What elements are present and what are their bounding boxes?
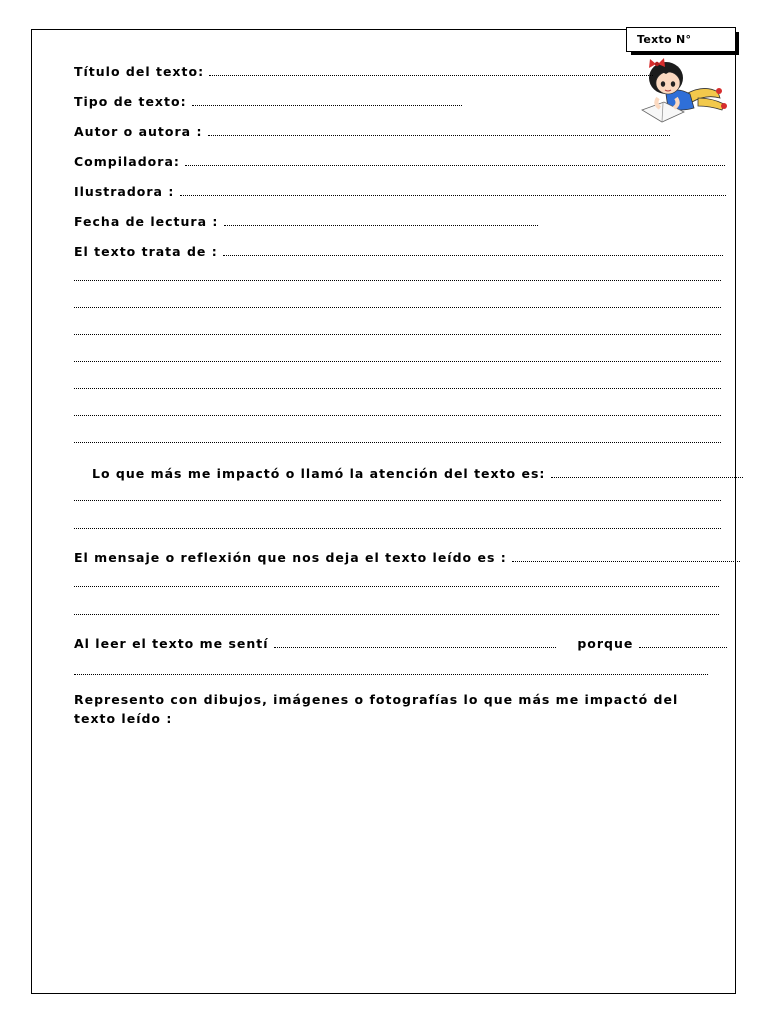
trata-line-6[interactable]	[74, 415, 721, 416]
field-autor: Autor o autora :	[74, 120, 670, 140]
tipo-blank-line[interactable]	[192, 105, 462, 106]
trata-line-5[interactable]	[74, 388, 721, 389]
fecha-blank-line[interactable]	[224, 225, 538, 226]
ilustradora-blank-line[interactable]	[180, 195, 726, 196]
autor-blank-line[interactable]	[208, 135, 670, 136]
field-titulo: Título del texto :	[74, 60, 653, 80]
trata-line-2[interactable]	[74, 307, 721, 308]
mensaje-line-1[interactable]	[74, 586, 719, 587]
impacto-line-2[interactable]	[74, 528, 721, 529]
field-compiladora: Compiladora :	[74, 150, 725, 170]
field-ilustradora: Ilustradora :	[74, 180, 726, 200]
compiladora-blank-line[interactable]	[185, 165, 725, 166]
prompt-mensaje: El mensaje o reflexión que nos deja el texto leído es :	[74, 546, 740, 566]
mensaje-blank-line[interactable]	[512, 561, 740, 562]
impacto-blank-line[interactable]	[551, 477, 743, 478]
porque-label: porque	[577, 636, 634, 651]
trata-line-7[interactable]	[74, 442, 721, 443]
trata-line-4[interactable]	[74, 361, 721, 362]
titulo-blank-line[interactable]	[209, 75, 653, 76]
field-tipo: Tipo de texto :	[74, 90, 462, 110]
trata-blank-line[interactable]	[223, 255, 723, 256]
trata-line-1[interactable]	[74, 280, 721, 281]
prompt-impacto: Lo que más me impactó o llamó la atención del texto es:	[92, 462, 743, 482]
impacto-line-1[interactable]	[74, 500, 721, 501]
texto-number-label: Texto N°	[637, 33, 692, 46]
field-fecha: Fecha de lectura :	[74, 210, 538, 230]
senti-blank-line[interactable]	[274, 647, 556, 648]
prompt-senti: Al leer el texto me sentí porque	[74, 632, 727, 652]
porque-blank-line[interactable]	[639, 647, 727, 648]
trata-line-3[interactable]	[74, 334, 721, 335]
drawing-area[interactable]	[74, 735, 719, 980]
texto-number-box	[626, 27, 736, 52]
field-trata: El texto trata de :	[74, 240, 723, 260]
prompt-represento: Represento con dibujos, imágenes o fotografías lo que más me impactó del texto leído :	[74, 692, 679, 726]
porque-line-1[interactable]	[74, 674, 708, 675]
mensaje-line-2[interactable]	[74, 614, 719, 615]
